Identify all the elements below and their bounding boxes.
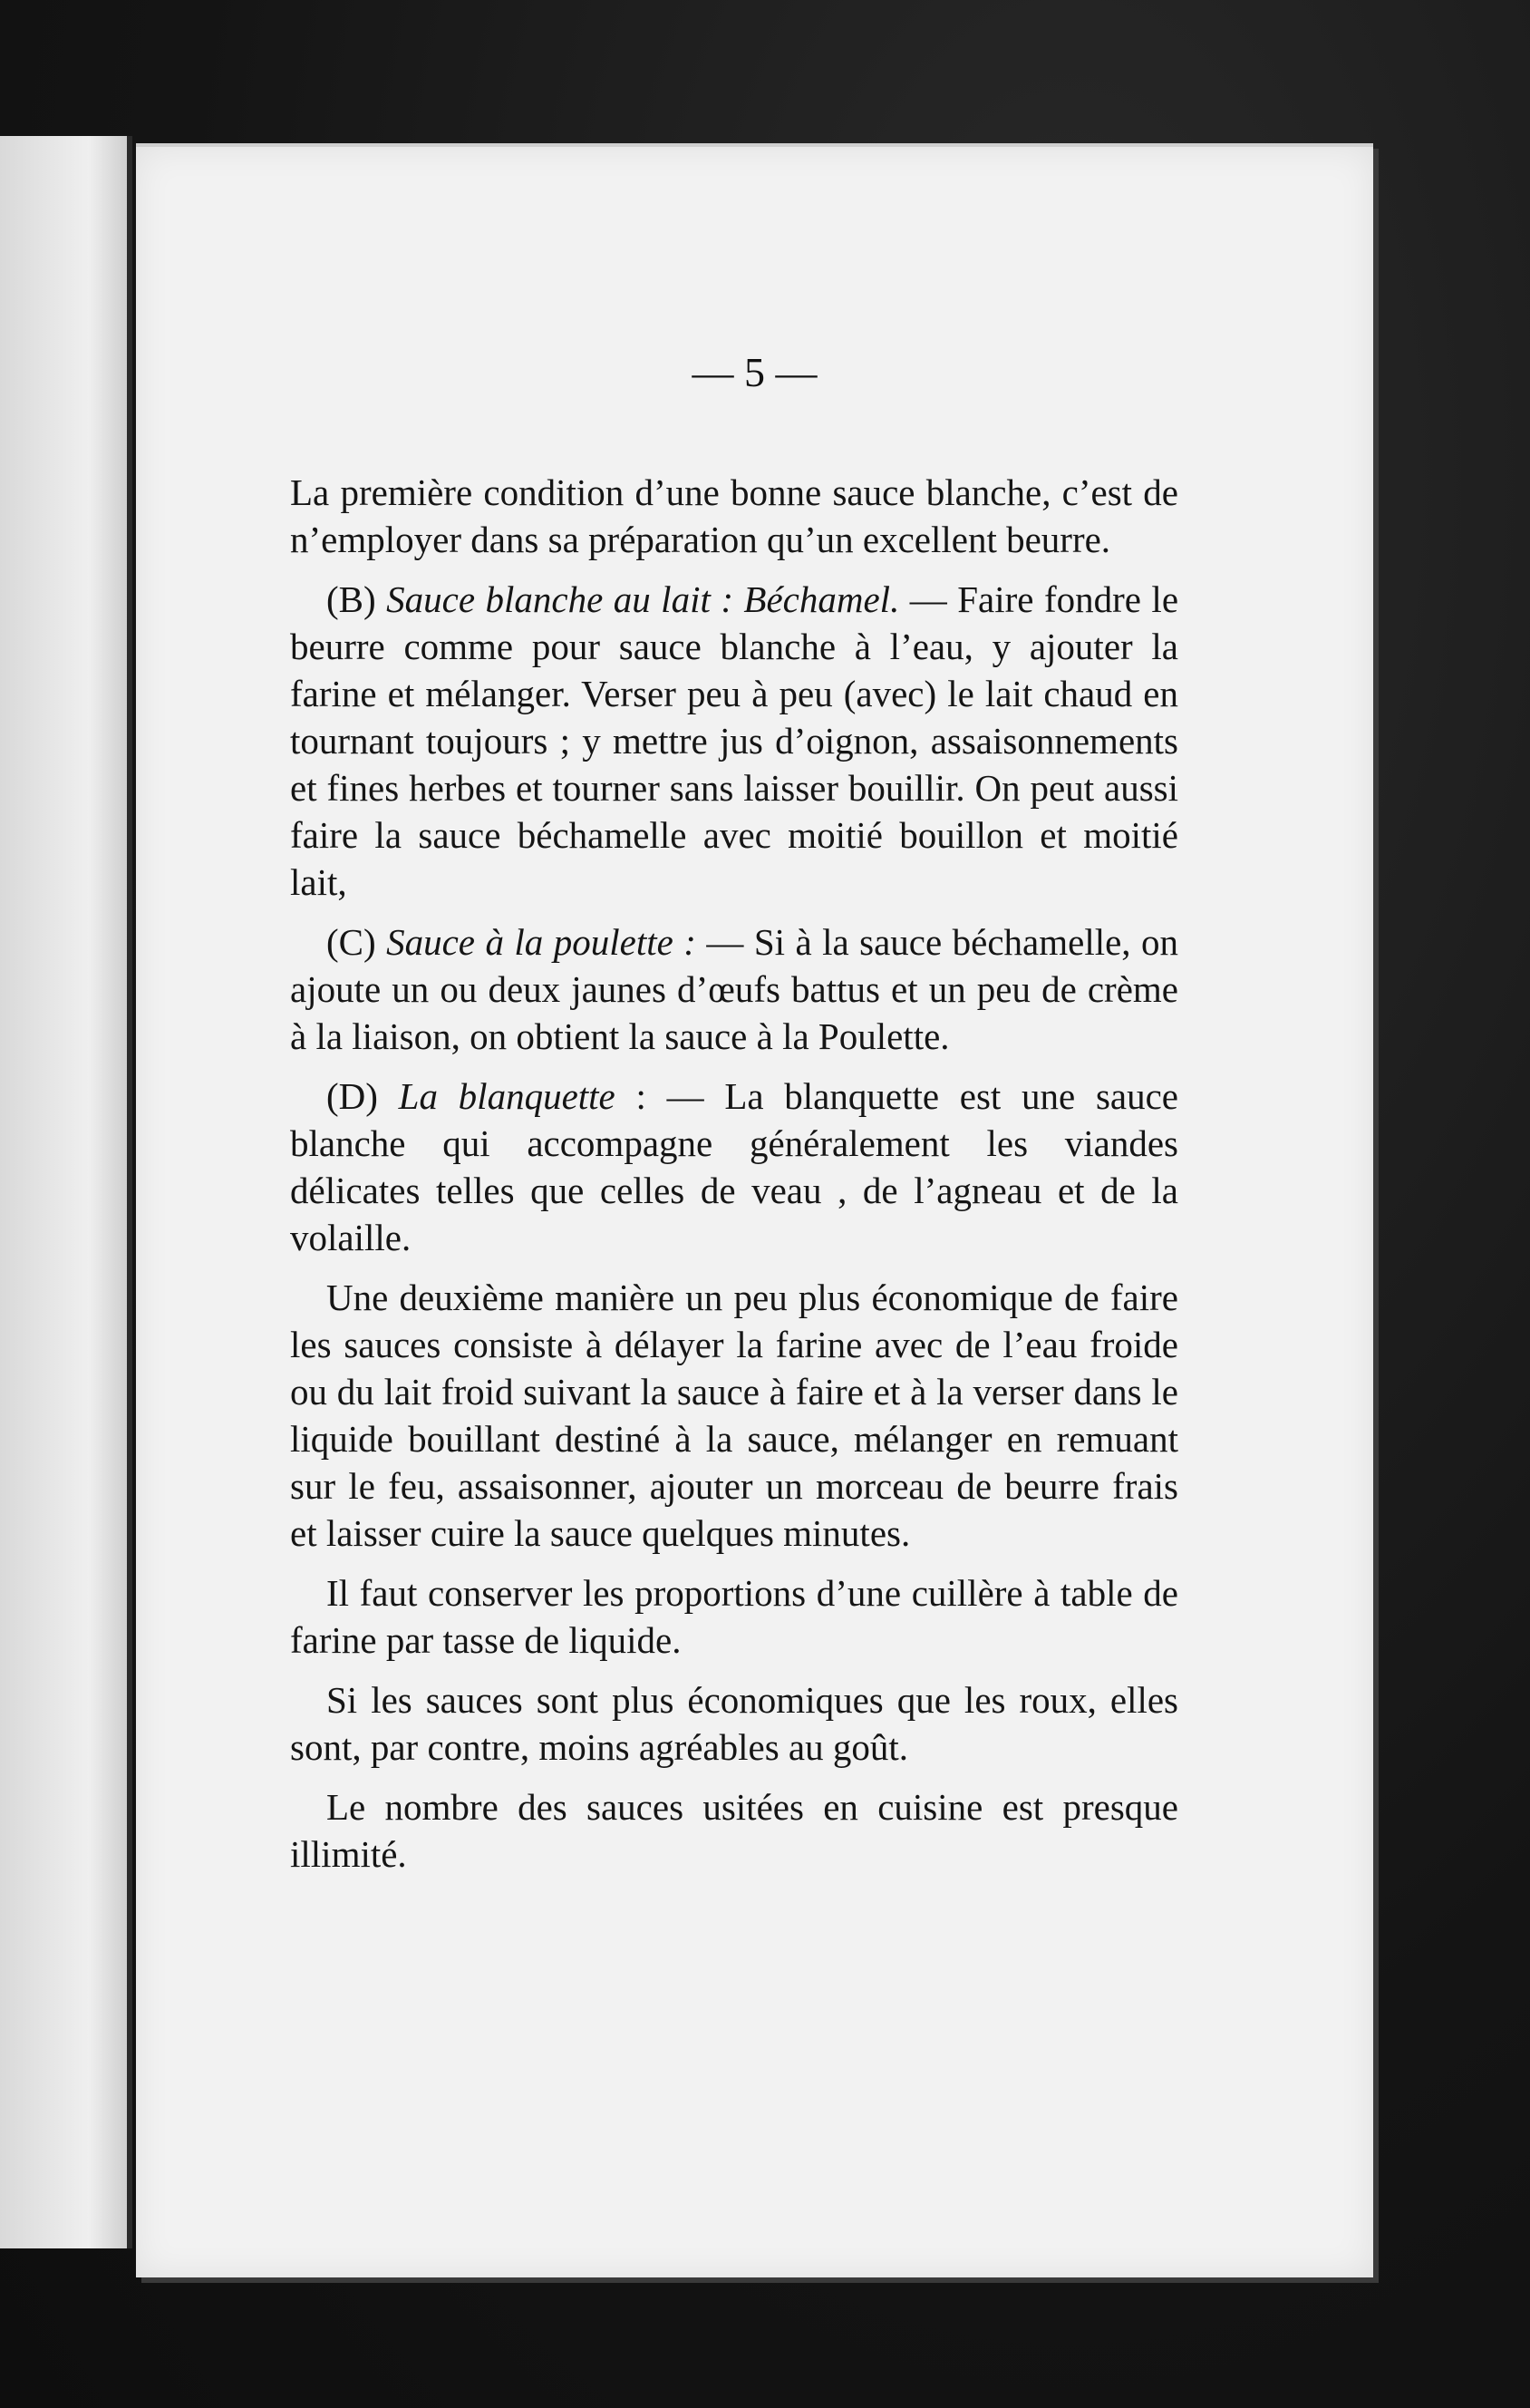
paragraph-text: Une deuxième manière un peu plus économique de faire les sauces consiste à délayer la farine avec de l’eau froide ou du lait froid suivant la sauce à faire et à la verser dans le liquide bouillant destiné à la sauce, mélanger en remuant sur le feu, assaisonner, ajouter un morceau de beurre frais et laisser cuire la sauce quelques minutes. bbox=[290, 1277, 1178, 1554]
paragraph-text: Il faut conserver les proportions d’une cuillère à table de farine par tasse de liquide. bbox=[290, 1572, 1178, 1661]
paragraph-bechamel bbox=[290, 576, 1178, 906]
page-number: — 5 — bbox=[692, 349, 818, 395]
facing-page-edge bbox=[0, 136, 132, 2248]
paragraph-second-method bbox=[290, 1274, 1178, 1557]
paragraph-text: La première condition d’une bonne sauce blanche, c’est de n’employer dans sa préparation qu’un excellent beurre. bbox=[290, 471, 1178, 560]
paragraph-text: — Faire fondre le beurre comme pour sauce blanche à l’eau, y ajouter la farine et mélanger. Verser peu à peu (avec) le lait chaud en tournant toujours ; y mettre jus d’oignon, assaisonnements et fines herbes et tourner sans laisser bouillir. On peut aussi faire la sauce béchamelle avec moitié bouillon et moitié lait, bbox=[290, 578, 1179, 903]
paragraph-blanquette bbox=[290, 1073, 1178, 1261]
paragraph-text: — Si à la sauce béchamelle, on ajoute un ou deux jaunes d’œufs battus et un peu de crème à la liaison, on obtient la sauce à la Poulette. bbox=[290, 921, 1179, 1057]
section-title: Sauce blanche au lait : Béchamel. bbox=[386, 578, 900, 620]
section-label: (B) bbox=[326, 578, 376, 620]
paragraph-number-of-sauces bbox=[290, 1783, 1178, 1878]
book-page bbox=[136, 143, 1373, 2277]
section-title: La blanquette bbox=[398, 1075, 615, 1117]
paragraph-intro bbox=[290, 469, 1178, 563]
page-body bbox=[290, 469, 1178, 1890]
paragraph-proportions bbox=[290, 1569, 1178, 1664]
paragraph-text: : — La blanquette est une sauce blanche qui accompagne généralement les viandes délicates telles que celles de veau , de l’agneau et de la volaille. bbox=[290, 1075, 1179, 1258]
paragraph-economy bbox=[290, 1676, 1178, 1771]
section-label: (D) bbox=[326, 1075, 378, 1117]
paragraph-poulette bbox=[290, 918, 1178, 1060]
paragraph-text: Le nombre des sauces usitées en cuisine est presque illimité. bbox=[290, 1786, 1178, 1875]
section-title: Sauce à la poulette : bbox=[386, 921, 696, 963]
paragraph-text: Si les sauces sont plus économiques que les roux, elles sont, par contre, moins agréables au goût. bbox=[290, 1679, 1178, 1768]
section-label: (C) bbox=[326, 921, 376, 963]
